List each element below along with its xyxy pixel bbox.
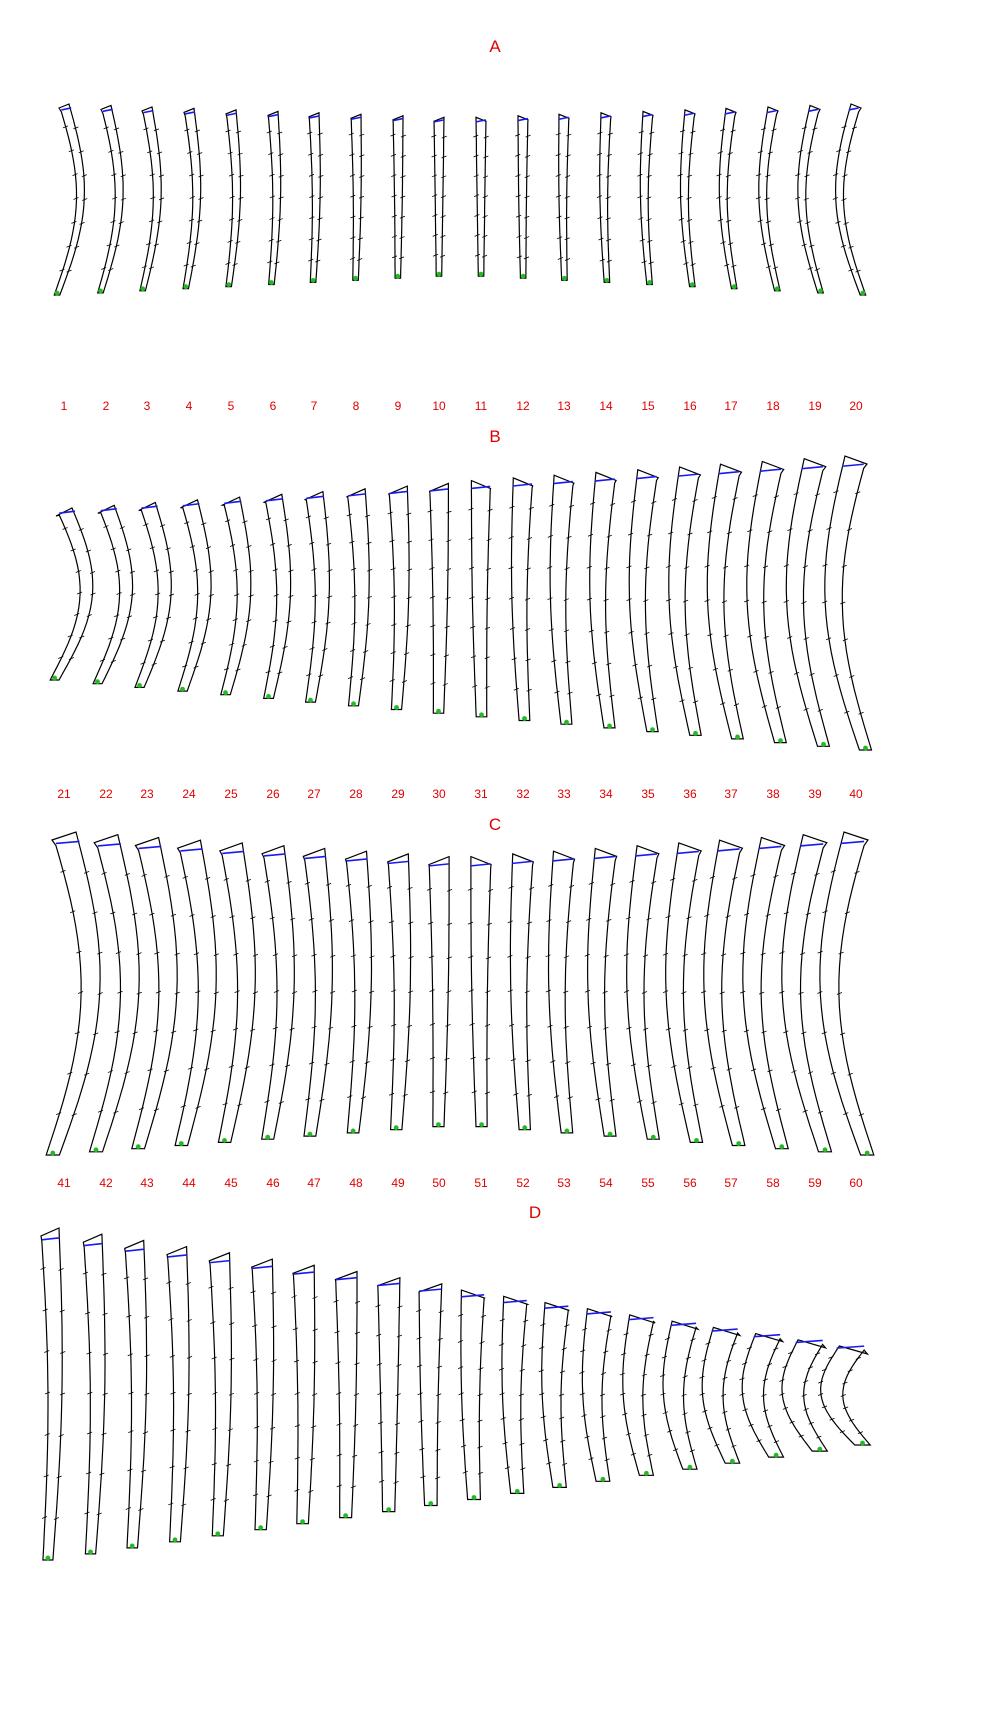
- panel-number-label: 5: [227, 399, 235, 413]
- panel-tip-marker: [562, 276, 567, 281]
- panel-strip: [663, 843, 703, 1143]
- panel-tip-marker: [823, 1147, 828, 1152]
- panel-outline: [588, 848, 617, 1136]
- panel-strip: [264, 494, 294, 699]
- panel-strip: [515, 116, 530, 279]
- panel-number-label: 3: [143, 399, 151, 413]
- panel-number-label: 35: [641, 787, 655, 801]
- panel-number-label: 11: [474, 399, 488, 413]
- panel-strip: [346, 851, 375, 1133]
- panel-number-label: 18: [766, 399, 780, 413]
- panel-tip-marker: [173, 1537, 178, 1542]
- panel-number-label: 14: [599, 399, 613, 413]
- panel-strip: [744, 462, 786, 743]
- panel-tip-marker: [311, 278, 316, 283]
- panel-number-label: 40: [849, 787, 863, 801]
- panel-tip-marker: [46, 1556, 51, 1561]
- panel-number-label: 38: [766, 787, 780, 801]
- panel-number-label: 25: [224, 787, 238, 801]
- row-label-d: D: [528, 1203, 542, 1222]
- panel-tip-marker: [308, 1132, 313, 1137]
- panel-tip-marker: [564, 720, 569, 725]
- panel-strip: [507, 854, 534, 1130]
- panel-number-label: 13: [557, 399, 571, 413]
- panel-strip: [620, 1315, 655, 1476]
- panel-strip: [98, 106, 126, 294]
- panel-tip-marker: [647, 280, 652, 285]
- panel-number-label: 59: [808, 1176, 822, 1190]
- panel-strip: [46, 832, 102, 1155]
- panel-outline: [167, 1247, 189, 1542]
- panel-tip-marker: [394, 1125, 399, 1130]
- panel-strip: [699, 1327, 739, 1463]
- panel-strip: [431, 117, 446, 276]
- panel-strip: [705, 464, 744, 739]
- panel-strip: [166, 1247, 192, 1543]
- panel-strip: [833, 104, 866, 295]
- panel-strip: [740, 838, 788, 1150]
- panel-strip: [416, 1284, 443, 1506]
- panel-outline: [305, 492, 329, 702]
- panel-number-label: 17: [724, 399, 738, 413]
- panel-tip-marker: [308, 698, 313, 703]
- panel-strip: [390, 116, 405, 279]
- panel-strip: [267, 111, 284, 285]
- panel-tip-marker: [436, 709, 441, 714]
- panel-outline: [125, 1240, 147, 1548]
- panel-tip-marker: [605, 278, 610, 283]
- panel-tip-marker: [215, 1531, 220, 1536]
- panel-number-label: 28: [349, 787, 363, 801]
- panel-strip: [305, 492, 332, 703]
- row-label-a: A: [489, 37, 501, 56]
- panel-outline: [178, 500, 211, 691]
- panel-strip: [822, 456, 871, 750]
- panel-outline: [303, 848, 332, 1136]
- panel-strip: [547, 475, 574, 724]
- panel-tip-marker: [861, 291, 866, 296]
- panel-outline: [627, 846, 660, 1139]
- panel-strip: [795, 106, 823, 294]
- panel-tip-marker: [860, 1441, 865, 1446]
- panel-outline: [623, 1315, 655, 1475]
- panel-outline: [510, 854, 533, 1130]
- panel-number-label: 9: [394, 399, 402, 413]
- panel-number-label: 6: [269, 399, 277, 413]
- panel-strip: [739, 1334, 783, 1458]
- panel-tip-marker: [515, 1489, 520, 1494]
- panel-tip-marker: [300, 1519, 305, 1524]
- panel-outline: [83, 1234, 105, 1554]
- panel-strip: [468, 857, 493, 1127]
- panel-tip-marker: [395, 274, 400, 279]
- panel-number-label: 8: [352, 399, 360, 413]
- panel-strip: [428, 483, 452, 713]
- panel-tip-marker: [436, 1122, 441, 1127]
- panel-strip: [626, 470, 658, 732]
- panel-tip-marker: [479, 272, 484, 277]
- panel-number-label: 29: [391, 787, 405, 801]
- panel-tip-marker: [98, 289, 103, 294]
- panel-outline: [388, 854, 411, 1130]
- panel-tip-marker: [688, 1465, 693, 1470]
- panel-tip-marker: [774, 1453, 779, 1458]
- panel-tip-marker: [607, 724, 612, 729]
- panel-strip: [556, 114, 572, 280]
- panel-strip: [375, 1278, 402, 1512]
- panel-tip-marker: [650, 727, 655, 732]
- panel-tip-marker: [136, 1144, 141, 1149]
- panel-tip-marker: [394, 705, 399, 710]
- panel-strip: [93, 505, 135, 684]
- panel-outline: [821, 1346, 871, 1445]
- panel-tip-marker: [140, 286, 145, 291]
- panel-tip-marker: [522, 1125, 527, 1130]
- panel-strip: [251, 1259, 277, 1530]
- panel-strip: [387, 854, 414, 1130]
- panel-tip-marker: [50, 1151, 55, 1156]
- panel-tip-marker: [522, 716, 527, 721]
- panel-tip-marker: [821, 742, 826, 747]
- panel-number-label: 22: [99, 787, 113, 801]
- panel-outline: [640, 111, 653, 284]
- panel-tip-marker: [817, 1447, 822, 1452]
- panel-tip-marker: [353, 276, 358, 281]
- panel-number-label: 21: [57, 787, 71, 801]
- panel-number-label: 19: [808, 399, 822, 413]
- panel-number-label: 55: [641, 1176, 655, 1190]
- panel-outline: [759, 107, 780, 291]
- panel-number-label: 34: [599, 787, 613, 801]
- panel-outline: [98, 106, 123, 293]
- panel-strip: [178, 500, 214, 692]
- panel-strip: [262, 846, 297, 1140]
- panel-outline: [218, 843, 255, 1143]
- panel-number-label: 16: [683, 399, 697, 413]
- panel-tip-marker: [269, 280, 274, 285]
- panel-number-label: 48: [349, 1176, 363, 1190]
- panel-strip: [388, 486, 412, 710]
- panel-strip: [509, 478, 534, 721]
- panel-strip: [756, 107, 780, 291]
- panel-outline: [590, 472, 616, 728]
- panel-strip: [124, 1240, 149, 1548]
- numbers-layer: [57, 399, 863, 1190]
- panel-outline: [629, 470, 658, 732]
- panel-strip: [135, 503, 174, 688]
- panel-strip: [175, 840, 219, 1146]
- panel-outline: [226, 110, 241, 287]
- panel-outline: [135, 503, 171, 688]
- panel-outline: [264, 494, 291, 698]
- panel-strip: [817, 832, 874, 1155]
- panel-outline: [309, 113, 320, 283]
- panel-tip-marker: [130, 1544, 135, 1549]
- panel-outline: [549, 851, 575, 1133]
- panel-tip-marker: [479, 712, 484, 717]
- panel-strip: [468, 481, 492, 718]
- panel-outline: [600, 113, 611, 283]
- panel-number-label: 54: [599, 1176, 613, 1190]
- panel-number-label: 51: [474, 1176, 488, 1190]
- panel-tip-marker: [266, 694, 271, 699]
- panel-number-label: 7: [310, 399, 318, 413]
- panel-tip-marker: [428, 1501, 433, 1506]
- panel-tip-marker: [351, 701, 356, 706]
- panel-strip: [349, 114, 365, 280]
- panel-strip: [539, 1303, 570, 1488]
- panel-strip: [41, 1228, 66, 1560]
- panel-strip: [499, 1296, 528, 1494]
- panel-strip: [458, 1290, 486, 1500]
- panel-outline: [502, 1296, 528, 1493]
- panel-outline: [183, 108, 201, 288]
- panel-tip-marker: [644, 1471, 649, 1476]
- panel-number-label: 49: [391, 1176, 405, 1190]
- panel-tip-marker: [386, 1507, 391, 1512]
- panel-tip-marker: [88, 1550, 93, 1555]
- panel-tip-marker: [779, 1144, 784, 1149]
- panel-strip: [50, 508, 95, 680]
- panel-number-label: 27: [307, 787, 321, 801]
- row-label-c: C: [488, 815, 502, 834]
- panel-outline: [293, 1265, 315, 1523]
- panel-outline: [54, 104, 84, 295]
- panel-outline: [351, 114, 361, 280]
- panel-tip-marker: [732, 284, 737, 289]
- panel-tip-marker: [557, 1483, 562, 1488]
- panel-strip: [334, 1272, 360, 1519]
- panel-tip-marker: [437, 272, 442, 277]
- panel-tip-marker: [343, 1513, 348, 1518]
- panel-number-label: 1: [60, 399, 68, 413]
- panel-tip-marker: [778, 738, 783, 743]
- panel-strip: [218, 843, 258, 1143]
- panel-outline: [429, 857, 449, 1127]
- panel-strip: [624, 846, 659, 1140]
- panel-strip: [585, 848, 617, 1136]
- panel-number-label: 32: [516, 787, 530, 801]
- panel-number-label: 57: [724, 1176, 738, 1190]
- panel-number-label: 2: [102, 399, 110, 413]
- panel-tip-marker: [179, 1141, 184, 1146]
- panel-strip: [587, 472, 616, 728]
- panel-outline: [747, 462, 787, 743]
- panel-tip-marker: [601, 1477, 606, 1482]
- panel-tip-marker: [55, 291, 60, 296]
- panel-outline: [335, 1272, 357, 1518]
- panel-strip: [660, 1321, 698, 1469]
- panel-number-label: 42: [99, 1176, 113, 1190]
- panel-tip-marker: [565, 1129, 570, 1134]
- panel-tip-marker: [693, 731, 698, 736]
- panel-tip-marker: [183, 284, 188, 289]
- panel-number-label: 4: [185, 399, 193, 413]
- panel-number-label: 47: [307, 1176, 321, 1190]
- panel-strip: [208, 1253, 234, 1536]
- panel-strip: [347, 489, 372, 706]
- panel-strip: [678, 110, 696, 287]
- panel-number-label: 46: [266, 1176, 280, 1190]
- panel-tip-marker: [818, 289, 823, 294]
- panel-outline: [825, 456, 872, 750]
- panel-number-label: 10: [432, 399, 446, 413]
- panel-number-label: 41: [57, 1176, 71, 1190]
- panel-strip: [83, 1234, 108, 1554]
- panel-tip-marker: [94, 1147, 99, 1152]
- panel-tip-marker: [863, 746, 868, 751]
- panel-strip: [221, 497, 254, 695]
- panel-outline: [41, 1228, 62, 1560]
- panel-outline: [50, 508, 93, 680]
- panel-tip-marker: [775, 286, 780, 291]
- panel-number-label: 30: [432, 787, 446, 801]
- panel-strip: [183, 108, 204, 289]
- panel-number-label: 39: [808, 787, 822, 801]
- panel-outline: [393, 116, 403, 278]
- panel-number-label: 50: [432, 1176, 446, 1190]
- panel-number-label: 31: [474, 787, 488, 801]
- panel-outline: [93, 505, 133, 683]
- panel-tip-marker: [226, 282, 231, 287]
- panel-outline: [798, 106, 823, 293]
- panel-tip-marker: [52, 676, 57, 681]
- panel-strip: [701, 840, 745, 1146]
- panel-number-label: 44: [182, 1176, 196, 1190]
- panel-tip-marker: [865, 1151, 870, 1156]
- panel-outline: [430, 483, 449, 713]
- panel-tip-marker: [351, 1129, 356, 1134]
- panel-outline: [582, 1309, 612, 1482]
- panel-outline: [663, 1321, 698, 1469]
- panel-tip-marker: [265, 1135, 270, 1140]
- panel-strip: [546, 851, 575, 1133]
- panel-tip-marker: [608, 1132, 613, 1137]
- panel-tip-marker: [223, 690, 228, 695]
- panel-tip-marker: [651, 1135, 656, 1140]
- panel-outline: [836, 104, 866, 295]
- panel-outline: [702, 1327, 740, 1463]
- panel-number-label: 52: [516, 1176, 530, 1190]
- panel-strip: [292, 1265, 318, 1524]
- panel-strip: [779, 1340, 827, 1452]
- panel-outline: [346, 851, 372, 1133]
- panel-outline: [743, 838, 788, 1149]
- panel-strip: [637, 111, 654, 285]
- panel-strip: [307, 113, 323, 283]
- row-label-b: B: [489, 427, 501, 446]
- panel-tip-marker: [222, 1138, 227, 1143]
- panel-strip: [140, 107, 164, 291]
- panel-strip: [303, 848, 335, 1136]
- panel-number-label: 24: [182, 787, 196, 801]
- panel-tip-marker: [690, 282, 695, 287]
- panel-strip: [225, 110, 243, 287]
- panel-tip-marker: [521, 274, 526, 279]
- panel-strip: [579, 1309, 612, 1482]
- panel-tip-marker: [694, 1138, 699, 1143]
- panel-outline: [512, 478, 533, 721]
- panel-strip: [716, 108, 737, 289]
- panel-tip-marker: [95, 679, 100, 684]
- panel-number-label: 58: [766, 1176, 780, 1190]
- panel-tip-marker: [180, 687, 185, 692]
- panel-outline: [378, 1278, 400, 1512]
- panel-outline: [704, 840, 745, 1145]
- panel-number-label: 56: [683, 1176, 697, 1190]
- panel-outline: [742, 1334, 783, 1458]
- panel-number-label: 26: [266, 787, 280, 801]
- panel-outline: [550, 475, 574, 724]
- panel-strip: [666, 467, 701, 736]
- panel-tip-marker: [730, 1459, 735, 1464]
- panel-tip-marker: [472, 1495, 477, 1500]
- panel-strip: [818, 1346, 870, 1445]
- panel-outline: [542, 1303, 570, 1488]
- panel-number-label: 33: [557, 787, 571, 801]
- panel-tip-marker: [735, 735, 740, 740]
- panels-layer: [41, 104, 874, 1560]
- panel-tip-marker: [479, 1122, 484, 1127]
- panel-number-label: 15: [641, 399, 655, 413]
- panel-number-label: 23: [140, 787, 154, 801]
- panel-outline: [221, 497, 251, 695]
- panel-number-label: 43: [140, 1176, 154, 1190]
- panel-number-label: 53: [557, 1176, 571, 1190]
- panel-number-label: 37: [724, 787, 738, 801]
- panel-number-label: 20: [849, 399, 863, 413]
- panel-outline: [820, 832, 874, 1155]
- panel-strip: [473, 117, 488, 276]
- panel-outline: [347, 489, 369, 706]
- panel-tip-marker: [736, 1141, 741, 1146]
- panel-tip-marker: [137, 683, 142, 688]
- panel-tip-marker: [258, 1525, 263, 1530]
- panel-outline: [46, 832, 100, 1155]
- panel-number-label: 45: [224, 1176, 238, 1190]
- panel-strip: [597, 113, 613, 283]
- panel-strip: [54, 104, 87, 295]
- panel-strip: [427, 857, 452, 1127]
- panel-number-label: 36: [683, 787, 697, 801]
- panel-number-label: 12: [516, 399, 530, 413]
- panel-number-label: 60: [849, 1176, 863, 1190]
- panel-outline: [262, 846, 295, 1139]
